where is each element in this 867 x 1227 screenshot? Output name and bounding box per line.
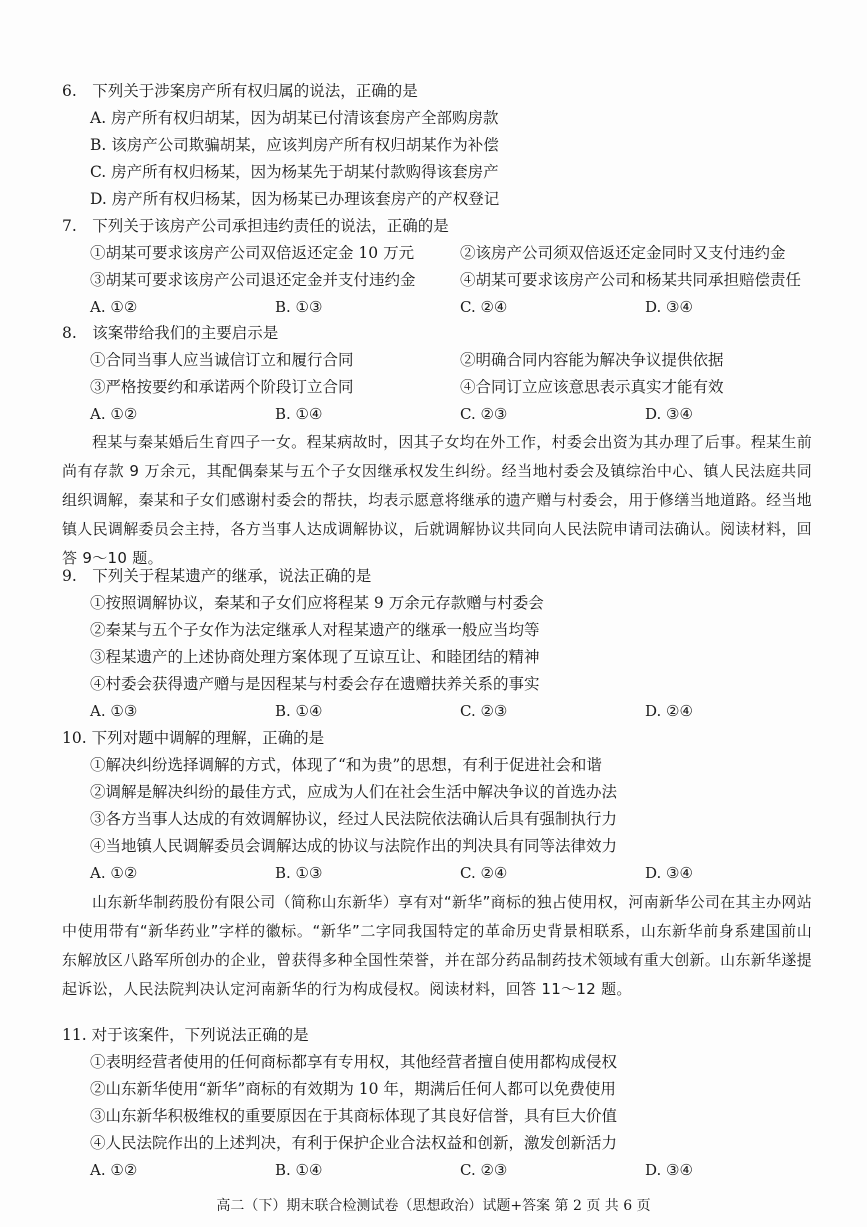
- q10-choice-d: D. ③④: [645, 864, 693, 882]
- q9-statement-2: ②秦某与五个子女作为法定继承人对程某遗产的继承一般应当均等: [90, 621, 540, 639]
- q7-statement-1: ①胡某可要求该房产公司双倍返还定金 10 万元: [90, 244, 415, 262]
- q7-choice-c: C. ②④: [460, 298, 508, 316]
- q6-option-c: C. 房产所有权归杨某，因为杨某先于胡某付款购得该套房产: [90, 163, 499, 181]
- q10-statement-4: ④当地镇人民调解委员会调解达成的协议与法院作出的判决具有同等法律效力: [90, 837, 618, 855]
- q11-choice-b: B. ①④: [275, 1161, 323, 1179]
- q10-choice-b: B. ①③: [275, 864, 323, 882]
- q11-choice-d: D. ③④: [645, 1161, 693, 1179]
- q8-choice-a: A. ①②: [90, 405, 138, 423]
- q11-choice-a: A. ①②: [90, 1161, 138, 1179]
- reading-passage-2: 山东新华制药股份有限公司（简称山东新华）享有对“新华”商标的独占使用权，河南新华公司在其主办网站中使用带有“新华药业”字样的徽标。“新华”二字同我国特定的革命历史背景相联系，山东新华前身系建国前山东解放区八路军所创办的企业，曾获得多种全国性荣誉，并在部分药品制药技术领域有重大创新。山东新华遂提起诉讼，人民法院判决认定河南新华的行为构成侵权。阅读材料，回答 11～12 题。: [62, 893, 812, 998]
- q10-statement-3: ③各方当事人达成的有效调解协议，经过人民法院依法确认后具有强制执行力: [90, 810, 618, 828]
- q11-statement-1: ①表明经营者使用的任何商标都享有专用权，其他经营者擅自使用都构成侵权: [90, 1053, 618, 1071]
- q8-choice-b: B. ①④: [275, 405, 323, 423]
- q10-choice-a: A. ①②: [90, 864, 138, 882]
- q8-statement-3: ③严格按要约和承诺两个阶段订立合同: [90, 378, 354, 396]
- q7-statement-2: ②该房产公司须双倍返还定金同时又支付违约金: [460, 244, 786, 262]
- q7-choice-d: D. ③④: [645, 298, 693, 316]
- q8-choice-c: C. ②③: [460, 405, 508, 423]
- q9-statement-4: ④村委会获得遗产赠与是因程某与村委会存在遗赠扶养关系的事实: [90, 675, 540, 693]
- q9-stem: 9. 下列关于程某遗产的继承，说法正确的是: [62, 567, 372, 585]
- q10-stem: 10. 下列对题中调解的理解，正确的是: [62, 729, 325, 747]
- q6-option-d: D. 房产所有权归杨某，因为杨某已办理该套房产的产权登记: [90, 190, 500, 208]
- q7-choice-b: B. ①③: [275, 298, 323, 316]
- q10-choice-c: C. ②④: [460, 864, 508, 882]
- q9-choice-d: D. ②④: [645, 702, 693, 720]
- q9-choice-a: A. ①③: [90, 702, 138, 720]
- q6-option-b: B. 该房产公司欺骗胡某，应该判房产所有权归胡某作为补偿: [90, 136, 499, 154]
- q8-stem: 8. 该案带给我们的主要启示是: [62, 324, 279, 342]
- q9-statement-1: ①按照调解协议，秦某和子女们应将程某 9 万余元存款赠与村委会: [90, 594, 544, 612]
- q8-statement-1: ①合同当事人应当诚信订立和履行合同: [90, 351, 354, 369]
- page-footer: 高二（下）期末联合检测试卷（思想政治）试题+答案 第 2 页 共 6 页: [216, 1198, 651, 1214]
- q11-statement-3: ③山东新华积极维权的重要原因在于其商标体现了其良好信誉，具有巨大价值: [90, 1107, 618, 1125]
- q11-statement-4: ④人民法院作出的上述判决，有利于保护企业合法权益和创新，激发创新活力: [90, 1134, 618, 1152]
- q7-choice-a: A. ①②: [90, 298, 138, 316]
- q7-statement-4: ④胡某可要求该房产公司和杨某共同承担赔偿责任: [460, 271, 802, 289]
- q11-stem: 11. 对于该案件，下列说法正确的是: [62, 1026, 309, 1044]
- q6-stem: 6. 下列关于涉案房产所有权归属的说法，正确的是: [62, 82, 418, 100]
- q7-statement-3: ③胡某可要求该房产公司退还定金并支付违约金: [90, 271, 416, 289]
- q11-statement-2: ②山东新华使用“新华”商标的有效期为 10 年，期满后任何人都可以免费使用: [90, 1080, 616, 1098]
- q10-statement-2: ②调解是解决纠纷的最佳方式，应成为人们在社会生活中解决争议的首选办法: [90, 783, 618, 801]
- q8-statement-2: ②明确合同内容能为解决争议提供依据: [460, 351, 724, 369]
- reading-passage-1: 程某与秦某婚后生育四子一女。程某病故时，因其子女均在外工作，村委会出资为其办理了后事。程某生前尚有存款 9 万余元，其配偶秦某与五个子女因继承权发生纠纷。经当地村委会及镇综治中心、镇人民法庭共同组织调解，秦某和子女们感谢村委会的帮扶，均表示愿意将继承的遗产赠与村委会，用于修缮当地道路。经当地镇人民调解委员会主持，各方当事人达成调解协议，后就调解协议共同向人民法院申请司法确认。阅读材料，回答 9～10 题。: [62, 433, 812, 567]
- q10-statement-1: ①解决纠纷选择调解的方式，体现了“和为贵”的思想，有利于促进社会和谐: [90, 756, 602, 774]
- q9-choice-b: B. ①④: [275, 702, 323, 720]
- q6-option-a: A. 房产所有权归胡某，因为胡某已付清该套房产全部购房款: [90, 109, 499, 127]
- q9-choice-c: C. ②③: [460, 702, 508, 720]
- q7-stem: 7. 下列关于该房产公司承担违约责任的说法，正确的是: [62, 217, 449, 235]
- q8-statement-4: ④合同订立应该意思表示真实才能有效: [460, 378, 724, 396]
- q8-choice-d: D. ③④: [645, 405, 693, 423]
- q11-choice-c: C. ②③: [460, 1161, 508, 1179]
- q9-statement-3: ③程某遗产的上述协商处理方案体现了互谅互让、和睦团结的精神: [90, 648, 540, 666]
